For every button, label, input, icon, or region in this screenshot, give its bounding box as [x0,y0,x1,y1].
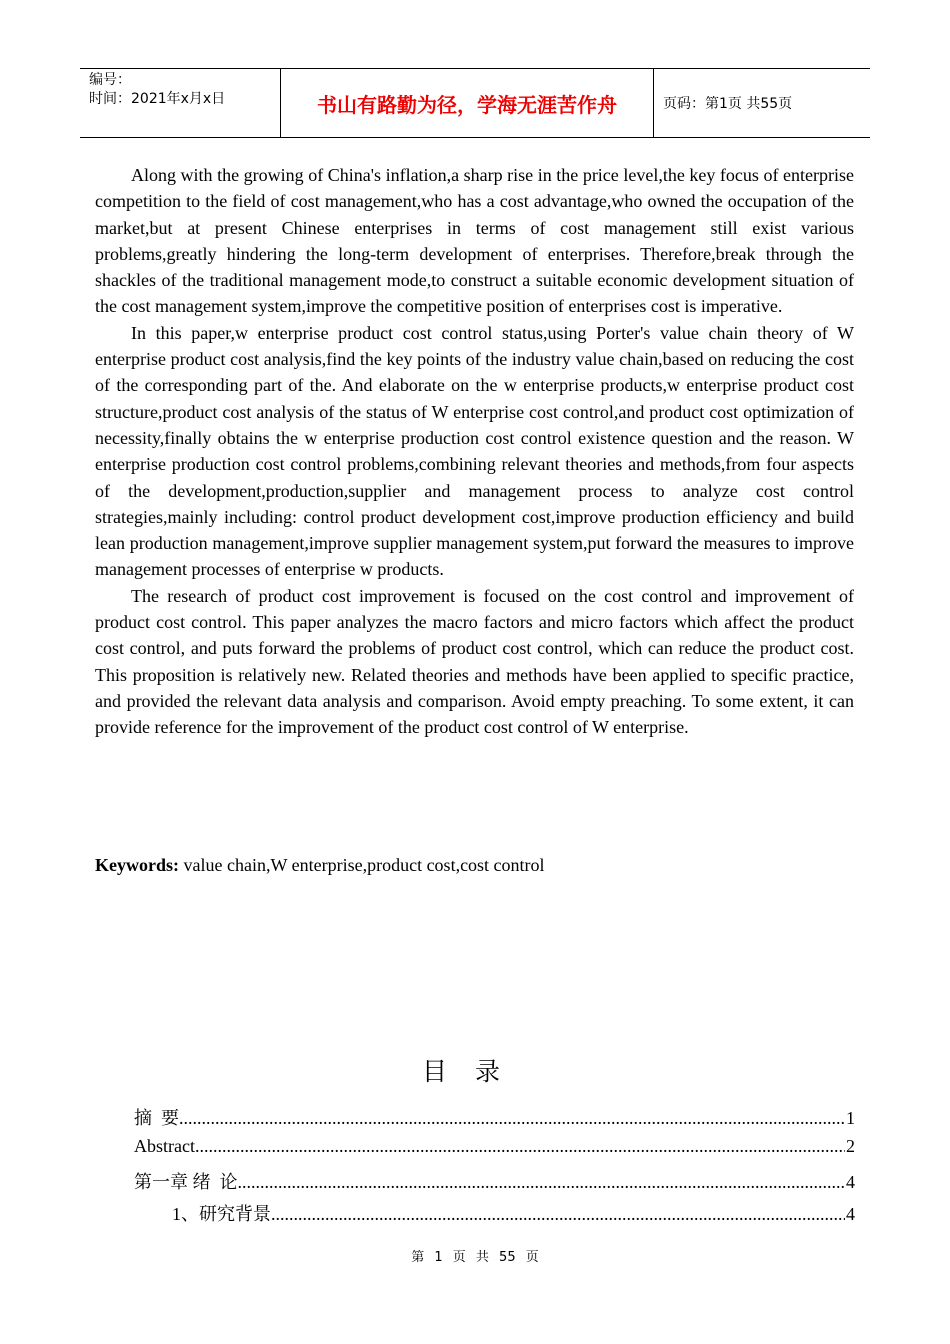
abstract-paragraph-2: In this paper,w enterprise product cost control status,using Porter's value chain theory of W enterprise product cost analysis,find the key points of the industry value chain,based on reducing the cost of the corresponding part of the. And elaborate on the w enterprise products,w enterprise product cost structure,product cost analysis of the status of W enterprise cost control,and product cost optimization of necessity,finally obtains the w enterprise production cost control existence question and the reason. W enterprise production cost control problems,combining relevant theories and methods,from four aspects of the development,production,supplier and management process to analyze cost control strategies,mainly including: control product development cost,improve production efficiency and build lean production management,improve supplier management system,put forward the measures to improve management processes of enterprise w products. [95,322,854,580]
toc-entry-page: 1 [846,1108,855,1128]
document-date-label: 时间：2021年x月x日 [89,91,226,107]
abstract-paragraph-1: Along with the growing of China's inflation,a sharp rise in the price level,the key focus of enterprise competition to the field of cost management,who has a cost advantage,who owned the occupation of the market,but at present Chinese enterprises in terms of cost management still exist various problems,greatly hindering the long-term development of enterprises. Therefore,break through the shackles of the traditional management mode,to construct a suitable economic development situation of the cost management system,improve the competitive position of enterprises cost is imperative. [95,165,854,317]
toc-entry-page: 2 [846,1136,855,1156]
toc-entry-page: 4 [846,1204,855,1224]
toc-entry-label: 1、研究背景 [172,1204,271,1224]
toc-entry-label: Abstract [134,1136,195,1156]
toc-entry[interactable] [134,1104,855,1136]
toc-leader-dots [179,1108,845,1129]
header-motto: 书山有路勤为径，学海无涯苦作舟 [281,69,654,137]
toc-entry[interactable] [134,1136,855,1168]
toc-leader-dots [238,1172,846,1193]
keywords-value: value chain,W enterprise,product cost,cost control [179,855,545,875]
toc-leader-dots [271,1204,845,1225]
table-of-contents [134,1104,855,1232]
header-page-info: 页码：第1页 共55页 [663,96,793,112]
abstract-paragraph-3: The research of product cost improvement is focused on the cost control and improvement of product cost control. This paper analyzes the macro factors and micro factors which affect the product cost control, and puts forward the problems of product cost control, which can reduce the product cost. This proposition is relatively new. Related theories and methods have been applied to specific practice, and provided the relevant data analysis and comparison. Avoid empty preaching. To some extent, it can provide reference for the improvement of the product cost control of W enterprise. [95,585,854,738]
toc-entry-label: 第一章 绪 论 [134,1172,238,1192]
header-meta-cell [80,69,281,137]
toc-entry-page: 4 [846,1172,855,1192]
abstract-body [95,162,854,741]
keywords-line [95,852,854,878]
toc-leader-dots [195,1136,845,1157]
document-number-label: 编号： [89,72,131,88]
keywords-label: Keywords: [95,855,179,875]
toc-entry[interactable] [134,1168,855,1200]
page-footer: 第 1 页 共 55 页 [411,1250,539,1265]
toc-entry-label: 摘 要 [134,1108,179,1128]
toc-entry[interactable] [134,1200,855,1232]
toc-title: 目录 [421,1057,528,1086]
page-header [80,68,870,138]
